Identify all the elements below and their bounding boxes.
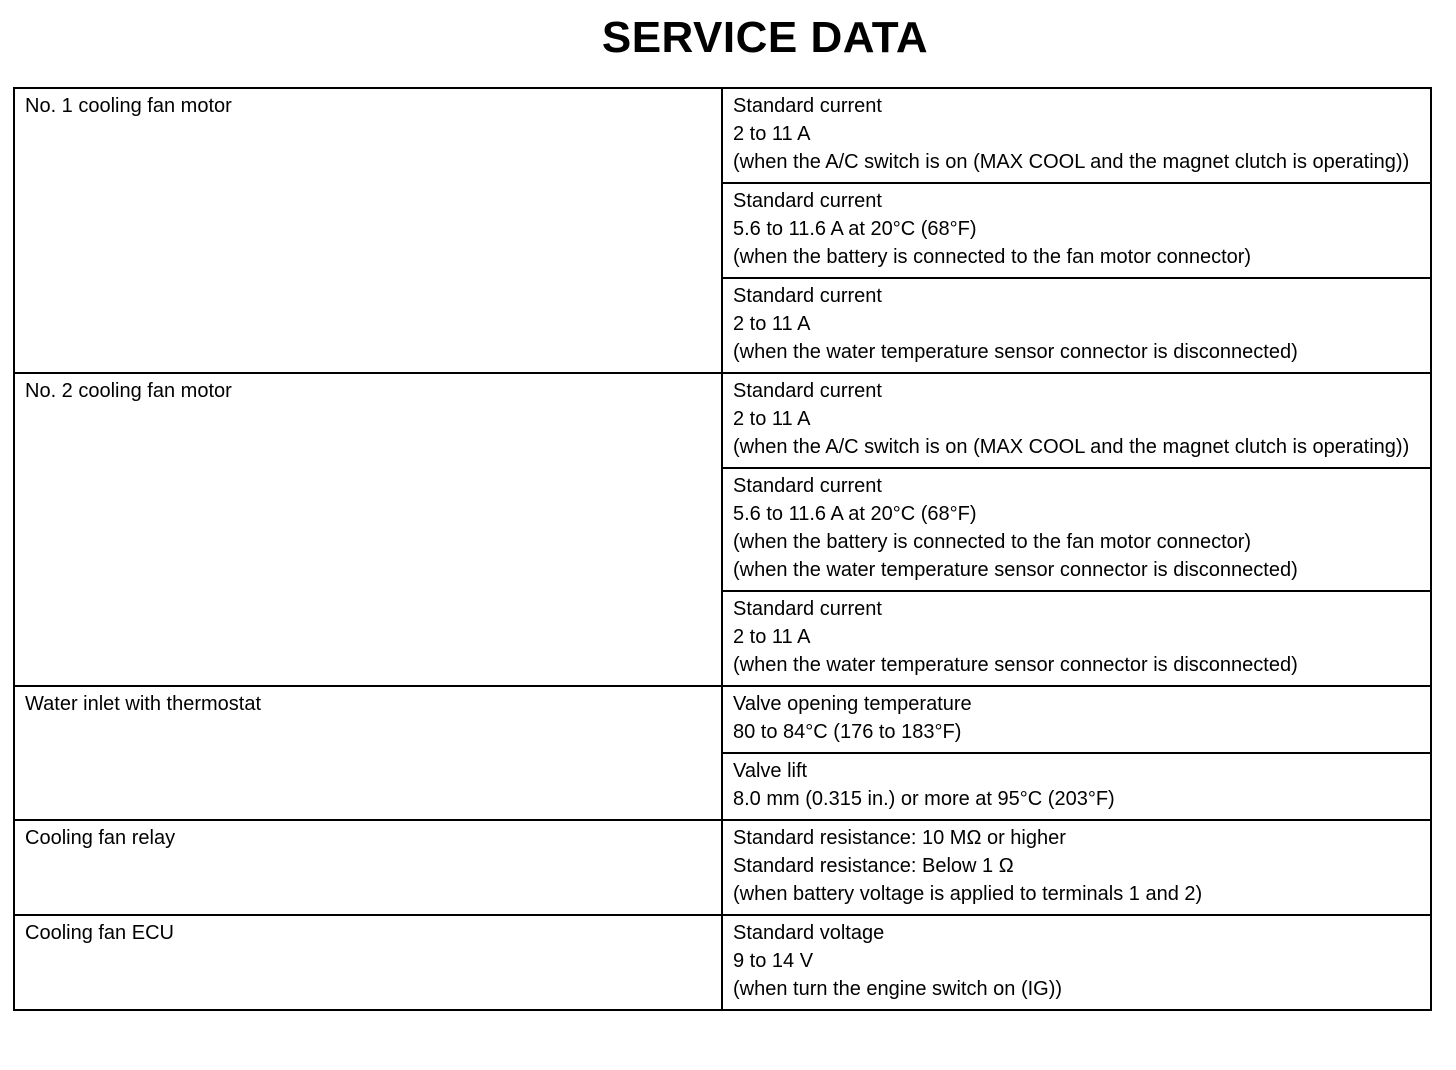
spec-line: Standard current xyxy=(733,190,882,212)
spec-line: 2 to 11 A xyxy=(733,313,811,335)
spec-cell xyxy=(722,373,1431,468)
table-row xyxy=(14,915,1431,1010)
spec-line: (when the battery is connected to the fan motor connector) xyxy=(733,531,1252,553)
table-row xyxy=(14,820,1431,915)
spec-line: 5.6 to 11.6 A at 20°C (68°F) xyxy=(733,218,977,240)
component-cell: No. 1 cooling fan motor xyxy=(14,88,722,373)
spec-line: Standard current xyxy=(733,380,882,402)
spec-line: (when the water temperature sensor connector is disconnected) xyxy=(733,341,1298,363)
spec-cell xyxy=(722,820,1431,915)
spec-line: (when the water temperature sensor connector is disconnected) xyxy=(733,654,1298,676)
spec-cell xyxy=(722,753,1431,820)
spec-line: 8.0 mm (0.315 in.) or more at 95°C (203°F) xyxy=(733,788,1115,810)
table-row xyxy=(14,686,1431,753)
spec-line: 80 to 84°C (176 to 183°F) xyxy=(733,721,962,743)
page-title: SERVICE DATA xyxy=(601,13,929,62)
table-body xyxy=(14,88,1431,1010)
spec-cell xyxy=(722,183,1431,278)
spec-line: Standard current xyxy=(733,598,882,620)
spec-line: (when battery voltage is applied to terminals 1 and 2) xyxy=(733,883,1203,905)
service-data-table xyxy=(13,87,1432,1011)
spec-line: (when the water temperature sensor connector is disconnected) xyxy=(733,559,1298,581)
component-cell: Cooling fan relay xyxy=(14,820,722,915)
spec-cell xyxy=(722,88,1431,183)
table-row xyxy=(14,373,1431,468)
spec-line: 2 to 11 A xyxy=(733,626,811,648)
spec-line: (when the battery is connected to the fan motor connector) xyxy=(733,246,1252,268)
spec-cell xyxy=(722,915,1431,1010)
spec-line: Standard current xyxy=(733,475,882,497)
table-row xyxy=(14,88,1431,183)
spec-line: (when the A/C switch is on (MAX COOL and the magnet clutch is operating)) xyxy=(733,151,1410,173)
spec-line: 9 to 14 V xyxy=(733,950,814,972)
spec-cell xyxy=(722,278,1431,373)
spec-cell xyxy=(722,468,1431,591)
spec-line: Valve opening temperature xyxy=(733,693,972,715)
component-cell: Cooling fan ECU xyxy=(14,915,722,1010)
spec-line: Standard resistance: Below 1 Ω xyxy=(733,855,1014,877)
spec-line: Valve lift xyxy=(733,760,808,782)
spec-line: Standard resistance: 10 MΩ or higher xyxy=(733,827,1066,849)
spec-line: 5.6 to 11.6 A at 20°C (68°F) xyxy=(733,503,977,525)
spec-cell xyxy=(722,591,1431,686)
spec-line: (when turn the engine switch on (IG)) xyxy=(733,978,1063,1000)
spec-line: Standard voltage xyxy=(733,922,885,944)
spec-line: Standard current xyxy=(733,95,882,117)
component-cell: No. 2 cooling fan motor xyxy=(14,373,722,686)
component-cell: Water inlet with thermostat xyxy=(14,686,722,820)
spec-line: 2 to 11 A xyxy=(733,408,811,430)
spec-cell xyxy=(722,686,1431,753)
spec-line: (when the A/C switch is on (MAX COOL and the magnet clutch is operating)) xyxy=(733,436,1410,458)
spec-line: Standard current xyxy=(733,285,882,307)
spec-line: 2 to 11 A xyxy=(733,123,811,145)
